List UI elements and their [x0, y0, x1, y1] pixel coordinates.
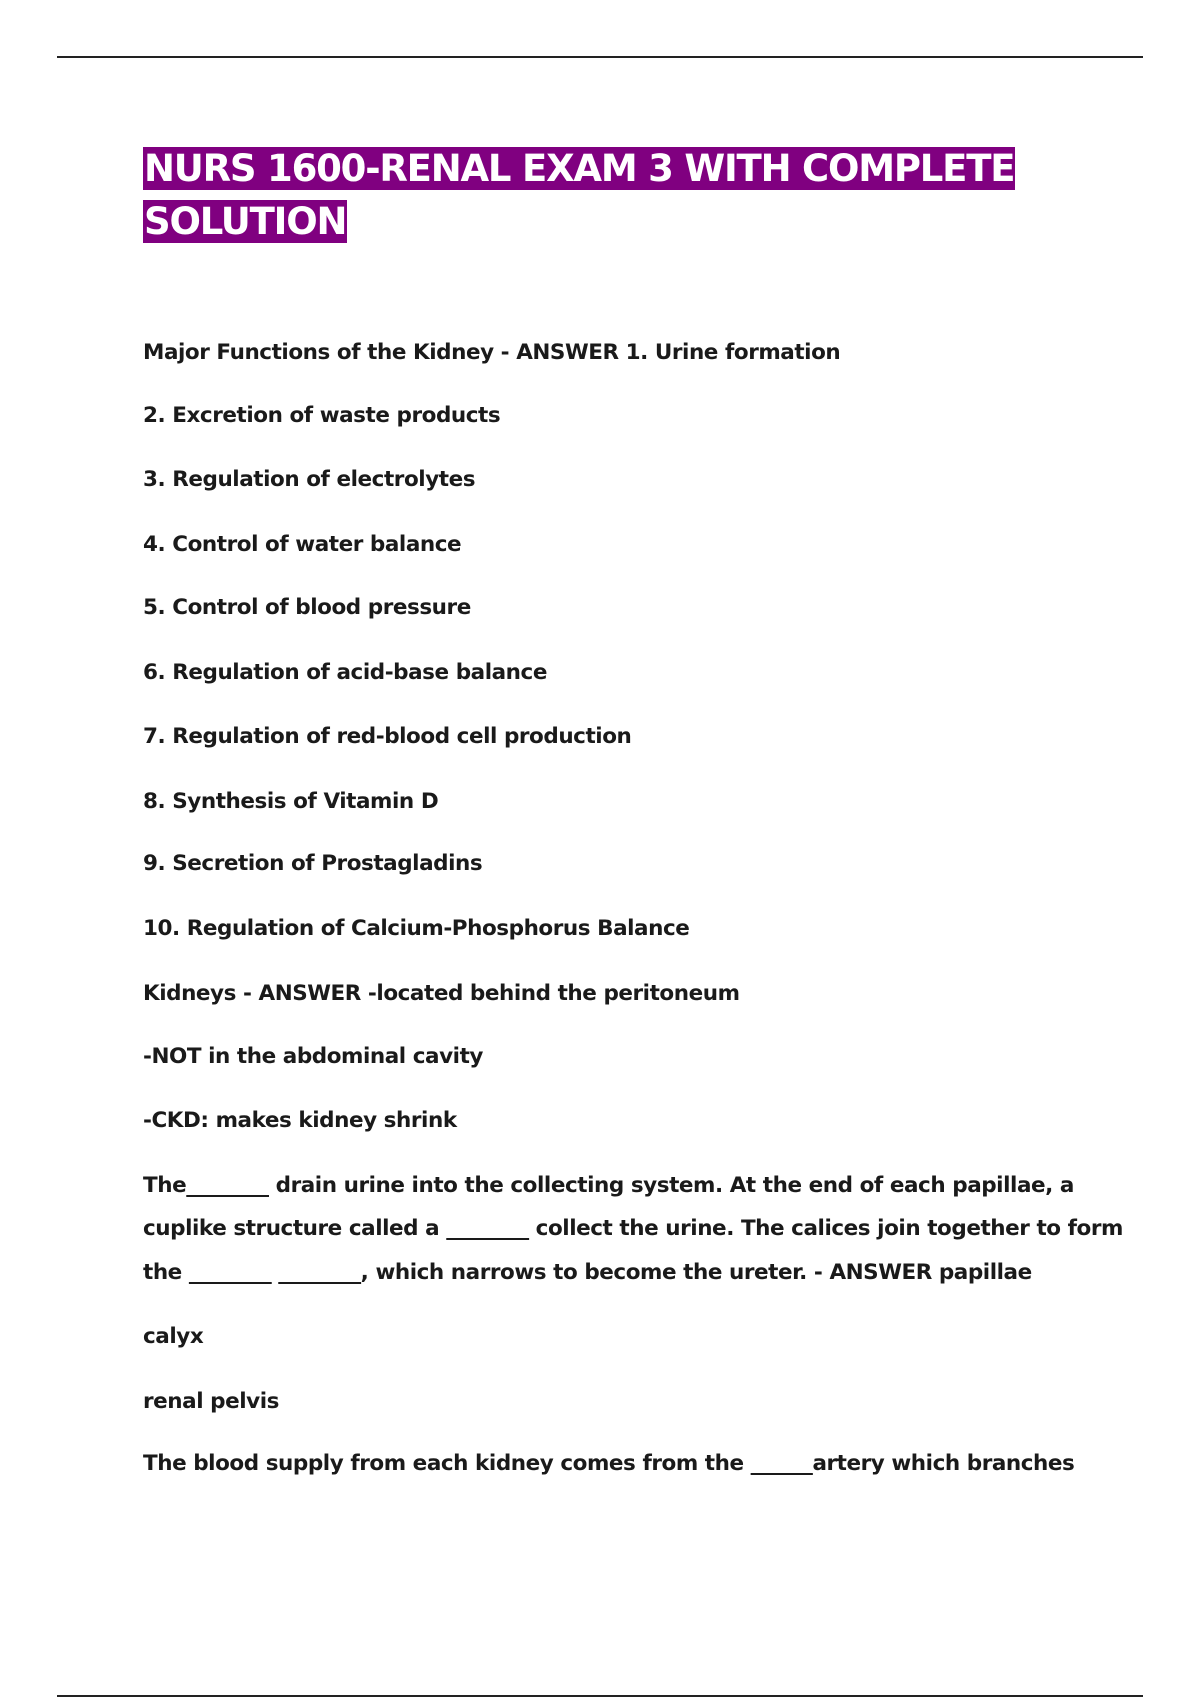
text-line: 4. Control of water balance [143, 532, 462, 557]
text-line: the ________ ________, which narrows to become the ureter. - ANSWER papillae [143, 1260, 1032, 1285]
text-line: The blood supply from each kidney comes from the ______artery which branches [143, 1451, 1075, 1476]
text-line: Kidneys - ANSWER -located behind the peritoneum [143, 981, 740, 1006]
text-line: calyx [143, 1324, 204, 1349]
text-line: renal pelvis [143, 1389, 279, 1414]
text-line: -NOT in the abdominal cavity [143, 1044, 483, 1069]
bottom-rule [57, 1695, 1143, 1697]
text-line: cuplike structure called a ________ collect the urine. The calices join together to form [143, 1216, 1123, 1241]
title-highlight: NURS 1600-RENAL EXAM 3 WITH COMPLETE SOLUTION [144, 147, 1015, 243]
text-line: -CKD: makes kidney shrink [143, 1108, 457, 1133]
document-title [143, 142, 1103, 248]
text-line: 9. Secretion of Prostagladins [143, 851, 483, 876]
text-line: Major Functions of the Kidney - ANSWER 1. Urine formation [143, 340, 841, 365]
text-line: 3. Regulation of electrolytes [143, 467, 476, 492]
text-line: 7. Regulation of red-blood cell production [143, 724, 632, 749]
text-line: 2. Excretion of waste products [143, 403, 501, 428]
text-line: 8. Synthesis of Vitamin D [143, 789, 439, 814]
text-line: 5. Control of blood pressure [143, 595, 471, 620]
top-rule [57, 56, 1143, 58]
text-line: The________ drain urine into the collecting system. At the end of each papillae, a [143, 1173, 1074, 1198]
text-line: 10. Regulation of Calcium-Phosphorus Balance [143, 916, 690, 941]
text-line: 6. Regulation of acid-base balance [143, 660, 547, 685]
